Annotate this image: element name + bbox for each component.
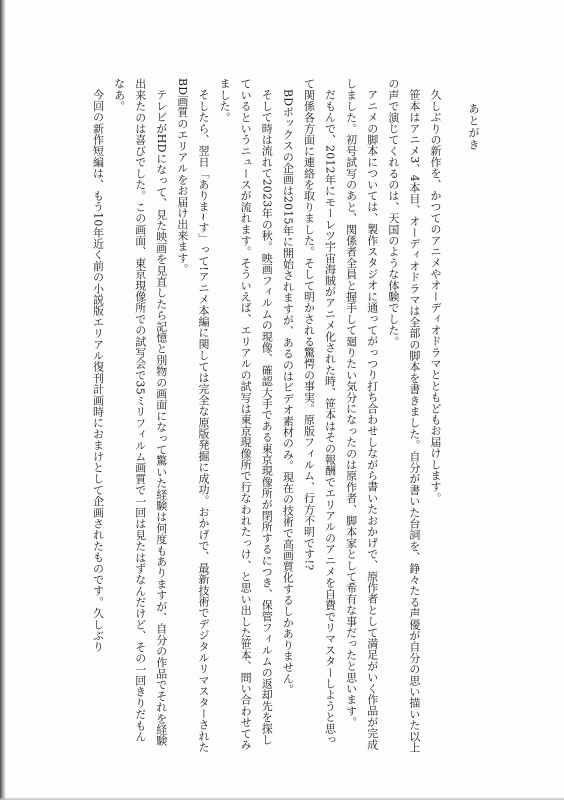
afterword-body	[46, 78, 446, 753]
paragraph: そして時は流れて2023年の秋。映画フィルムの現像、確認大手である東京現像所が閉所するにつき、保管フィルムの返却先を探しているというニュースが流れます。そういえば、エリアルの試写は東京現像所で行なわれたっけ、と思い出した笹本、問い合わせてみました。	[218, 78, 274, 750]
scan-edge-shadow	[0, 0, 6, 800]
paragraph: そしたら、翌日「ありま~す」って!アニメ本編に関しては完全な原版発掘に成功。おかげで、最新技術でデジタルリマスターされたBD画質のエリアルをお届け出来ます。	[175, 78, 210, 753]
paragraph: 今回の新作短編は、もう10年近く前の小説版エリアル復刊計画時におまけとして企画されたものです。久しぶり	[91, 89, 105, 653]
paragraph: 久しぶりの新作を、かつてのアニメやオーディオドラマとともどもお届けします。	[429, 89, 442, 504]
afterword-heading: あとがき	[467, 103, 480, 151]
paragraph: BDボックスの企画は2015年に開始されますが、あるのはビデオ素材のみ。現在の技術で高画質化するしかありません。	[281, 89, 295, 696]
paragraph: アニメの脚本については、製作スタジオに通ってがっつり打ち合わせしながら書いたおかげで、原作者として満足がいく作品が完成しました。初号試写のあと、関係者全員と握手して廻りたい気分になったのは原作者、脚本家として希有な事だったと思います。	[344, 78, 379, 750]
paragraph: テレビがHDになって、見た映画を見直したら記憶と別物の画面になって驚いた経験は何度もありますが、自分の作品でそれを経験出来たのは喜びでした。この画面、東京現像所での試写会で35ミリフィルム画質で一回は見たはずなんだけど、その一回きりだもんなあ。	[112, 78, 168, 747]
paragraph: だもんで、2012年にモーレツ宇宙海賊がアニメ化された時、笹本はその報酬でエリアルのアニメを自費でリマスターしようと思って関係各方面に連絡を取りました。そして明かされる驚愕の事実。原版フィルム、行方不明です!?	[302, 78, 337, 745]
paragraph: 笹本はアニメ3、4本目、オーディオドラマは全部の脚本を書きました。自分が書いた台詞を、錚々たる声優が自分の思い描いた以上の声で演じてくれるのは、天国のような体験でした。	[386, 78, 421, 753]
